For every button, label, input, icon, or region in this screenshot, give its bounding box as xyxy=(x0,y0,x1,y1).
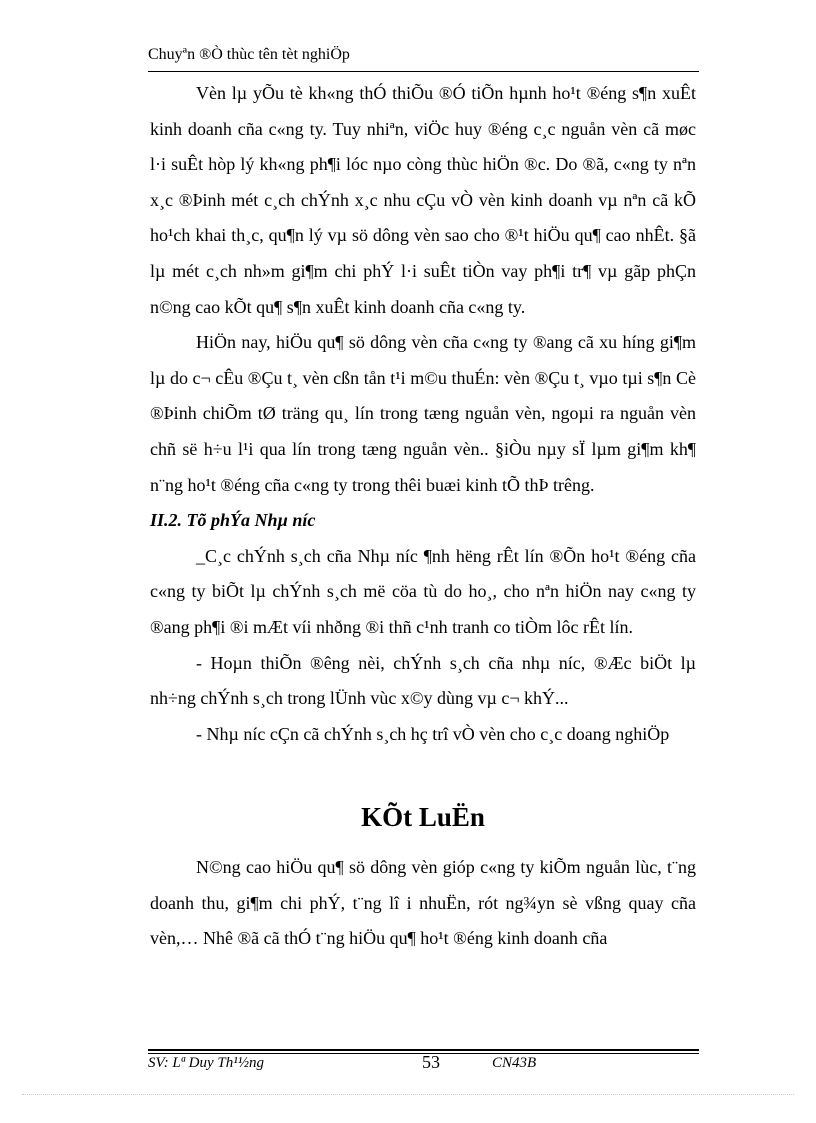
header-rule xyxy=(148,71,699,72)
page-number: 53 xyxy=(422,1052,440,1072)
footer-student-name: SV: Lª Duy Th¹½ng xyxy=(148,1055,264,1071)
footer-rule xyxy=(148,1049,699,1051)
section-heading: II.2. Tõ phÝa Nhµ níc xyxy=(150,510,316,531)
footer-class-code: CN43B xyxy=(492,1055,537,1071)
paragraph-capital-importance: Vèn lµ yÕu tè kh«ng thÓ thiÕu ®Ó tiÕn hµnh ho¹t ®éng s¶n xuÊt kinh doanh cña c«ng ty. Tuy nhiªn, viÖc huy ®éng c¸c nguån vèn cã møc l·i suÊt hòp lý kh«ng ph¶i lóc nµo còng thùc hiÖn ®c. Do ®ã, c«ng ty nªn x¸c ®Þinh mét c¸ch chÝnh x¸c nhu cÇu vÒ vèn kinh doanh vµ nªn cã kÕ ho¹ch khai th¸c, qu¶n lý vµ sö dông vèn sao cho ®¹t hiÖu qu¶ cao nhÊt. §ã lµ mét c¸ch nh»m gi¶m chi phÝ l·i suÊt tiÒn vay ph¶i tr¶ vµ gãp phÇn n©ng cao kÕt qu¶ s¶n xuÊt kinh doanh cña c«ng ty. xyxy=(150,83,696,317)
conclusion-title: KÕt LuËn xyxy=(361,802,485,833)
paragraph-conclusion: N©ng cao hiÖu qu¶ sö dông vèn gióp c«ng ty kiÕm nguån lùc, t¨ng doanh thu, gi¶m chi phÝ, t¨ng lî i nhuËn, rót ng¾yn sè vßng quay cña vèn,… Nhê ®ã cã thÓ t¨ng hiÖu qu¶ ho¹t ®éng kinh doanh cña xyxy=(150,857,696,949)
paragraph-current-efficiency: HiÖn nay, hiÖu qu¶ sö dông vèn cña c«ng ty ®ang cã xu híng gi¶m lµ do c¬ cÊu ®Çu t¸ vèn cßn tån t¹i m©u thuÉn: vèn ®Çu t¸ vµo tµi s¶n Cè ®Þinh chiÕm tØ träng qu¸ lín trong tæng nguån vèn, ngoµi ra nguån vèn chñ së h÷u l¹i qua lín trong tæng nguån vèn.. §iÒu nµy sÏ lµm gi¶m kh¶ n¨ng ho¹t ®éng cña c«ng ty trong thêi buæi kinh tÕ thÞ trêng. xyxy=(150,332,696,495)
page-bottom-edge xyxy=(22,1094,794,1095)
document-body xyxy=(150,76,696,957)
page-header: Chuyªn ®Ò thùc tên tèt nghiÖp xyxy=(148,46,350,63)
paragraph-state-policy: _C¸c chÝnh s¸ch cña Nhµ níc ¶nh hëng rÊt lín ®Õn ho¹t ®éng cña c«ng ty biÕt lµ chÝnh s¸ch më cöa tù do ho¸, cho nªn hiÖn nay c«ng ty ®ang ph¶i ®i mÆt víi nhðng ®i thñ c¹nh tranh co tiÒm lôc rÊt lín. xyxy=(150,545,696,637)
bullet-legal-framework: - Hoµn thiÕn ®êng nèi, chÝnh s¸ch cña nhµ níc, ®Æc biÖt lµ nh÷ng chÝnh s¸ch trong lÜnh vùc x©y dùng vµ c¬ khÝ... xyxy=(150,652,696,709)
bullet-capital-support: - Nhµ níc cÇn cã chÝnh s¸ch hç trî vÒ vèn cho c¸c doang nghiÖp xyxy=(196,723,670,744)
